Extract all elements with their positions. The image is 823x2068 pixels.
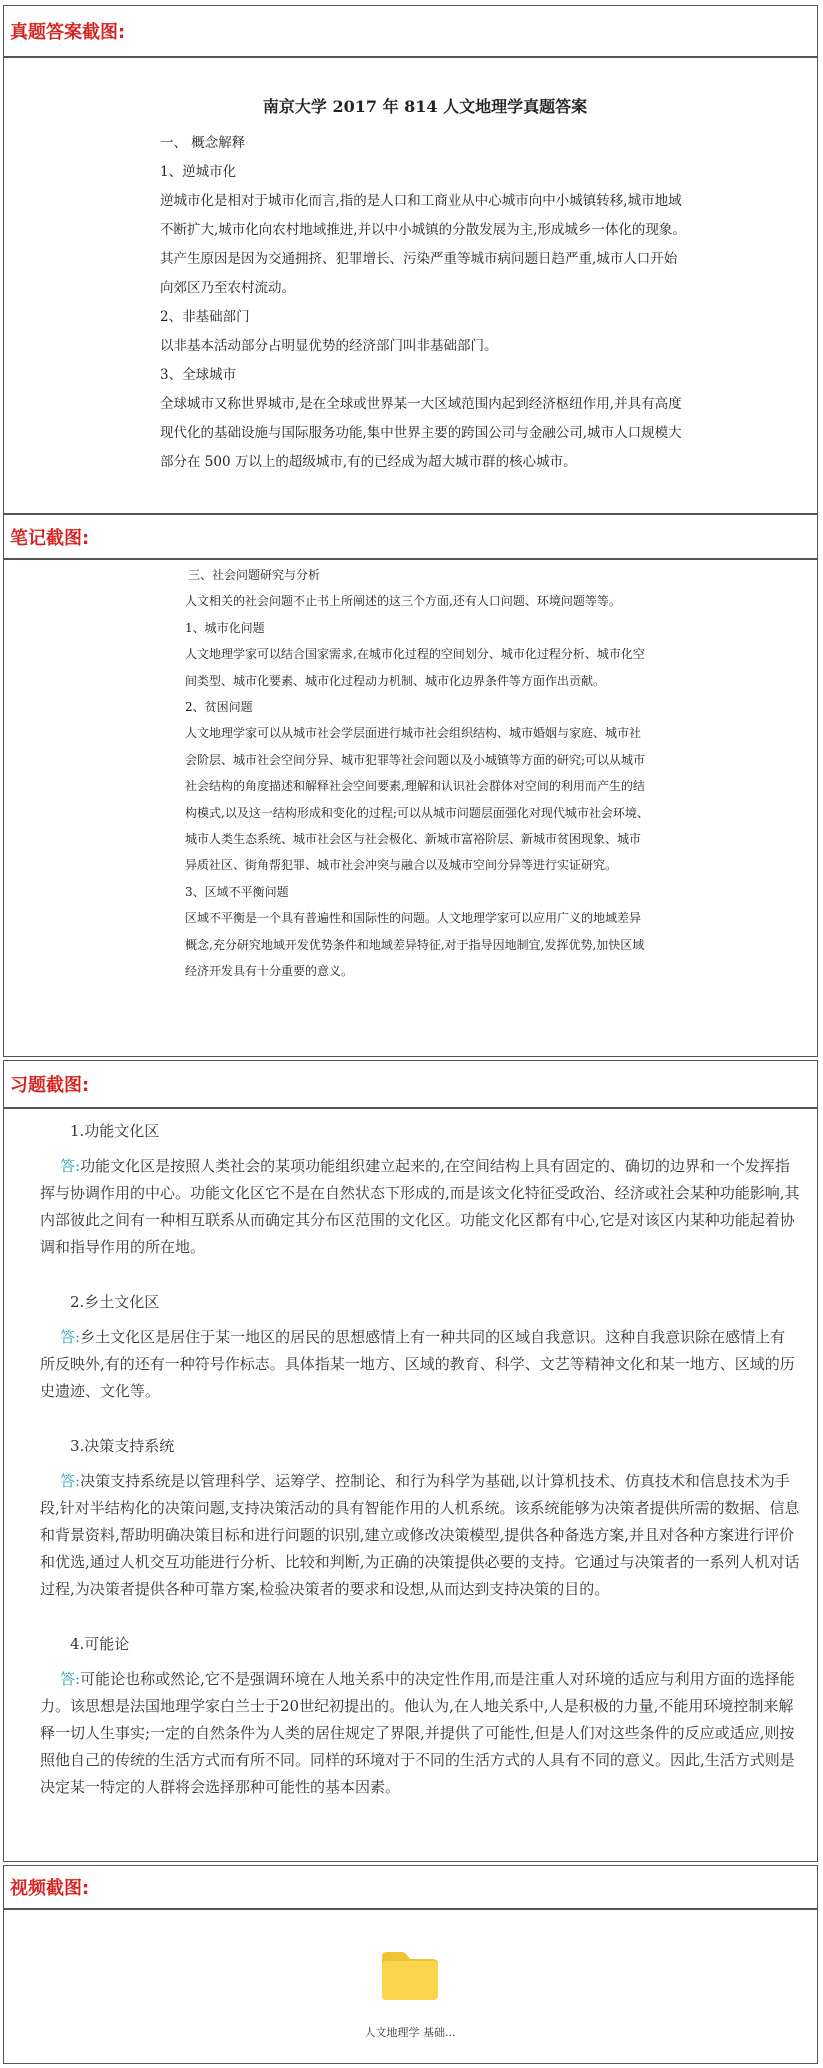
answer-def-3: 全球城市又称世界城市,是在全球或世界某一大区域范围内起到经济枢纽作用,并具有高度现代化的基础设施与国际服务功能,集中世界主要的跨国公司与金融公司,城市人口规模大部分在 500 万以上的超级城市,有的已经成为超大城市群的核心城市。: [160, 396, 682, 470]
answer-label: 答:: [60, 1472, 81, 1490]
notes-section-header: 笔记截图:: [3, 514, 818, 559]
notes-heading: 三、社会问题研究与分析: [188, 568, 321, 582]
exercise-answer-text: 功能文化区是按照人类社会的某项功能组织建立起来的,在空间结构上具有固定的、确切的边界和一个发挥指挥与协调作用的中心。功能文化区它不是在自然状态下形成的,而是该文化特征受政治、经济或社会某种功能影响,其内部彼此之间有一种相互联系从而确定其分布区范围的文化区。功能文化区都有中心,它是对该区内某种功能起着协调和指导作用的所在地。: [40, 1157, 800, 1256]
answer-section-header: 真题答案截图:: [3, 5, 818, 57]
notes-item-1-text: 人文地理学家可以结合国家需求,在城市化过程的空间划分、城市化过程分析、城市化空间类型、城市化要素、城市化过程动力机制、城市化边界条件等方面作出贡献。: [185, 647, 645, 688]
exercise-answer-text: 可能论也称或然论,它不是强调环境在人地关系中的决定性作用,而是注重人对环境的适应与利用方面的选择能力。该思想是法国地理学家白兰士于20世纪初提出的。他认为,在人地关系中,人是积极的力量,不能用环境控制来解释一切人生事实;一定的自然条件为人类的居住规定了界限,并提供了可能性,但是人们对这些条件的反应或适应,则按照他自己的传统的生活方式而有所不同。同样的环境对于不同的生活方式的人具有不同的意义。因此,生活方式则是决定某一特定的人群将会选择那种可能性的基本因素。: [40, 1670, 795, 1796]
answer-def-2: 以非基本活动部分占明显优势的经济部门叫非基础部门。: [160, 338, 498, 354]
notes-item-1-title: 1、城市化问题: [185, 620, 265, 635]
exercise-question: 4.可能论: [70, 1635, 130, 1653]
notes-item-2-text: 人文地理学家可以从城市社会学层面进行城市社会组织结构、城市婚姻与家庭、城市社会阶层、城市社会空间分异、城市犯罪等社会问题以及小城镇等方面的研究;可以从城市社会结构的角度描述和解释社会空间要素,理解和认识社会群体对空间的利用而产生的结构模式,以及这一结构形成和变化的过程;可以从城市问题层面强化对现代城市社会环境、城市人类生态系统、城市社会区与社会极化、新城市富裕阶层、新城市贫困现象、城市异质社区、街角帮犯罪、城市社会冲突与融合以及城市空间分异等进行实证研究。: [185, 726, 649, 873]
answer-term-1: 1、逆城市化: [160, 164, 237, 180]
exercise-answer: [40, 1324, 800, 1405]
exercise-answer: [40, 1666, 800, 1801]
answer-heading: 一、 概念解释: [160, 135, 246, 151]
exercise-question: 3.决策支持系统: [70, 1437, 175, 1455]
notes-item-2-title: 2、贫困问题: [185, 700, 253, 715]
answer-label: 答:: [60, 1157, 81, 1175]
exercise-item: [40, 1118, 800, 1261]
exercise-answer: [40, 1153, 800, 1261]
exercise-answer-text: 乡土文化区是居住于某一地区的居民的思想感情上有一种共同的区域自我意识。这种自我意识除在感情上有所反映外,有的还有一种符号作标志。具体指某一地方、区域的教育、科学、文艺等精神文化和某一地方、区域的历史遗迹、文化等。: [40, 1328, 795, 1400]
exercises-list: [40, 1118, 800, 1829]
answer-label: 答:: [60, 1670, 81, 1688]
exercise-question: 1.功能文化区: [70, 1122, 160, 1140]
answer-term-3: 3、全球城市: [160, 367, 237, 383]
exercise-item: [40, 1631, 800, 1801]
exercise-answer-text: 决策支持系统是以管理科学、运筹学、控制论、和行为科学为基础,以计算机技术、仿真技术和信息技术为手段,针对半结构化的决策问题,支持决策活动的具有智能作用的人机系统。该系统能够为决策者提供所需的数据、信息和背景资料,帮助明确决策目标和进行问题的识别,建立或修改决策模型,提供各种备选方案,并且对各种方案进行评价和优选,通过人机交互功能进行分析、比较和判断,为正确的决策提供必要的支持。它通过与决策者的一系列人机对话过程,为决策者提供各种可靠方案,检验决策者的要求和设想,从而达到支持决策的目的。: [40, 1472, 800, 1598]
answer-term-2: 2、非基础部门: [160, 309, 250, 325]
exercise-answer: [40, 1468, 800, 1603]
exercise-item: [40, 1433, 800, 1603]
folder-icon-graphic: [378, 1947, 442, 2003]
notes-item-3-title: 3、区域不平衡问题: [185, 884, 289, 899]
exercise-question: 2.乡土文化区: [70, 1293, 160, 1311]
folder-icon[interactable]: [378, 1947, 442, 2003]
notes-intro: 人文相关的社会问题不止书上所阐述的这三个方面,还有人口问题、环境问题等等。: [185, 594, 621, 609]
answer-title: 南京大学 2017 年 814 人文地理学真题答案: [262, 97, 588, 116]
video-section-header: 视频截图:: [3, 1865, 818, 1909]
answer-label: 答:: [60, 1328, 81, 1346]
answer-def-1: 逆城市化是相对于城市化而言,指的是人口和工商业从中心城市向中小城镇转移,城市地域不断扩大,城市化向农村地域推进,并以中小城镇的分散发展为主,形成城乡一体化的现象。其产生原因是因为交通拥挤、犯罪增长、污染严重等城市病问题日趋严重,城市人口开始向郊区乃至农村流动。: [160, 193, 686, 296]
notes-item-3-text: 区域不平衡是一个具有普遍性和国际性的问题。人文地理学家可以应用广义的地域差异概念,充分研究地域开发优势条件和地域差异特征,对于指导因地制宜,发挥优势,加快区域经济开发具有十分重要的意义。: [185, 911, 645, 979]
video-file-label[interactable]: 人文地理学 基础...: [364, 2026, 456, 2039]
exercise-item: [40, 1289, 800, 1405]
exercises-section-header: 习题截图:: [3, 1060, 818, 1108]
notes-document: [185, 562, 650, 985]
answer-document: [160, 92, 690, 477]
